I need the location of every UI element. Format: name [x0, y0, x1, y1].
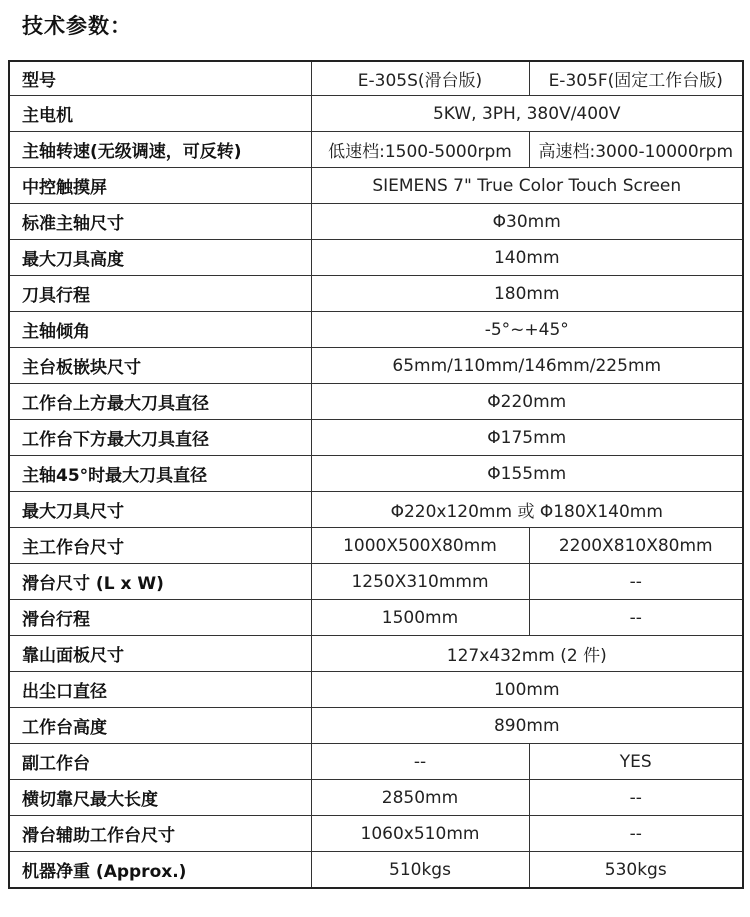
spec-value-e305s: 1060x510mm [311, 816, 529, 852]
table-row [9, 816, 743, 852]
spec-label: 主轴倾角 [9, 312, 311, 348]
spec-label: 主电机 [9, 96, 311, 132]
spec-value-e305f: E-305F(固定工作台版) [529, 61, 743, 96]
table-row [9, 564, 743, 600]
spec-label: 主轴转速(无级调速，可反转) [9, 132, 311, 168]
table-row [9, 96, 743, 132]
spec-value: -5°~+45° [311, 312, 743, 348]
section-title: 技术参数： [22, 14, 132, 38]
spec-value-e305f: -- [529, 780, 743, 816]
spec-table-body [9, 61, 743, 888]
spec-label: 主台板嵌块尺寸 [9, 348, 311, 384]
spec-value: 180mm [311, 276, 743, 312]
table-row [9, 744, 743, 780]
spec-value-e305s: 1000X500X80mm [311, 528, 529, 564]
table-row [9, 672, 743, 708]
spec-table [8, 60, 744, 889]
spec-value-e305f: -- [529, 600, 743, 636]
table-row [9, 852, 743, 889]
spec-label: 工作台上方最大刀具直径 [9, 384, 311, 420]
table-row [9, 168, 743, 204]
table-row [9, 312, 743, 348]
spec-value-e305f: 高速档:3000-10000rpm [529, 132, 743, 168]
spec-value-e305s: E-305S(滑台版) [311, 61, 529, 96]
spec-label: 主轴45°时最大刀具直径 [9, 456, 311, 492]
spec-value: 140mm [311, 240, 743, 276]
spec-value: 890mm [311, 708, 743, 744]
spec-label: 主工作台尺寸 [9, 528, 311, 564]
table-row [9, 384, 743, 420]
spec-value: 127x432mm (2 件) [311, 636, 743, 672]
table-row [9, 708, 743, 744]
table-row [9, 240, 743, 276]
spec-value: 100mm [311, 672, 743, 708]
spec-label: 刀具行程 [9, 276, 311, 312]
spec-label: 机器净重 (Approx.) [9, 852, 311, 889]
spec-value-e305s: -- [311, 744, 529, 780]
spec-value-e305s: 2850mm [311, 780, 529, 816]
spec-label: 最大刀具高度 [9, 240, 311, 276]
table-row [9, 132, 743, 168]
spec-label: 副工作台 [9, 744, 311, 780]
spec-value: SIEMENS 7" True Color Touch Screen [311, 168, 743, 204]
spec-value: Φ155mm [311, 456, 743, 492]
spec-label: 靠山面板尺寸 [9, 636, 311, 672]
spec-value-e305s: 510kgs [311, 852, 529, 889]
spec-value: 65mm/110mm/146mm/225mm [311, 348, 743, 384]
spec-label: 最大刀具尺寸 [9, 492, 311, 528]
table-row [9, 456, 743, 492]
spec-label: 滑台辅助工作台尺寸 [9, 816, 311, 852]
table-row [9, 276, 743, 312]
spec-label: 出尘口直径 [9, 672, 311, 708]
spec-value-e305f: YES [529, 744, 743, 780]
table-row [9, 780, 743, 816]
spec-value-e305s: 1250X310mmm [311, 564, 529, 600]
spec-value-e305f: 2200X810X80mm [529, 528, 743, 564]
spec-value: Φ220mm [311, 384, 743, 420]
spec-value: 5KW, 3PH, 380V/400V [311, 96, 743, 132]
spec-label: 工作台下方最大刀具直径 [9, 420, 311, 456]
table-row [9, 420, 743, 456]
spec-value-e305s: 低速档:1500-5000rpm [311, 132, 529, 168]
table-row [9, 636, 743, 672]
spec-label: 滑台尺寸 (L x W) [9, 564, 311, 600]
spec-value: Φ175mm [311, 420, 743, 456]
spec-value-e305s: 1500mm [311, 600, 529, 636]
spec-label: 工作台高度 [9, 708, 311, 744]
spec-value-e305f: -- [529, 564, 743, 600]
table-row [9, 492, 743, 528]
spec-value-e305f: -- [529, 816, 743, 852]
table-row [9, 204, 743, 240]
spec-value: Φ30mm [311, 204, 743, 240]
spec-label: 滑台行程 [9, 600, 311, 636]
table-row [9, 528, 743, 564]
table-row [9, 61, 743, 96]
spec-label: 横切靠尺最大长度 [9, 780, 311, 816]
spec-label: 标准主轴尺寸 [9, 204, 311, 240]
spec-value: Φ220x120mm 或 Φ180X140mm [311, 492, 743, 528]
spec-label: 中控触摸屏 [9, 168, 311, 204]
spec-value-e305f: 530kgs [529, 852, 743, 889]
table-row [9, 348, 743, 384]
spec-label: 型号 [9, 61, 311, 96]
table-row [9, 600, 743, 636]
